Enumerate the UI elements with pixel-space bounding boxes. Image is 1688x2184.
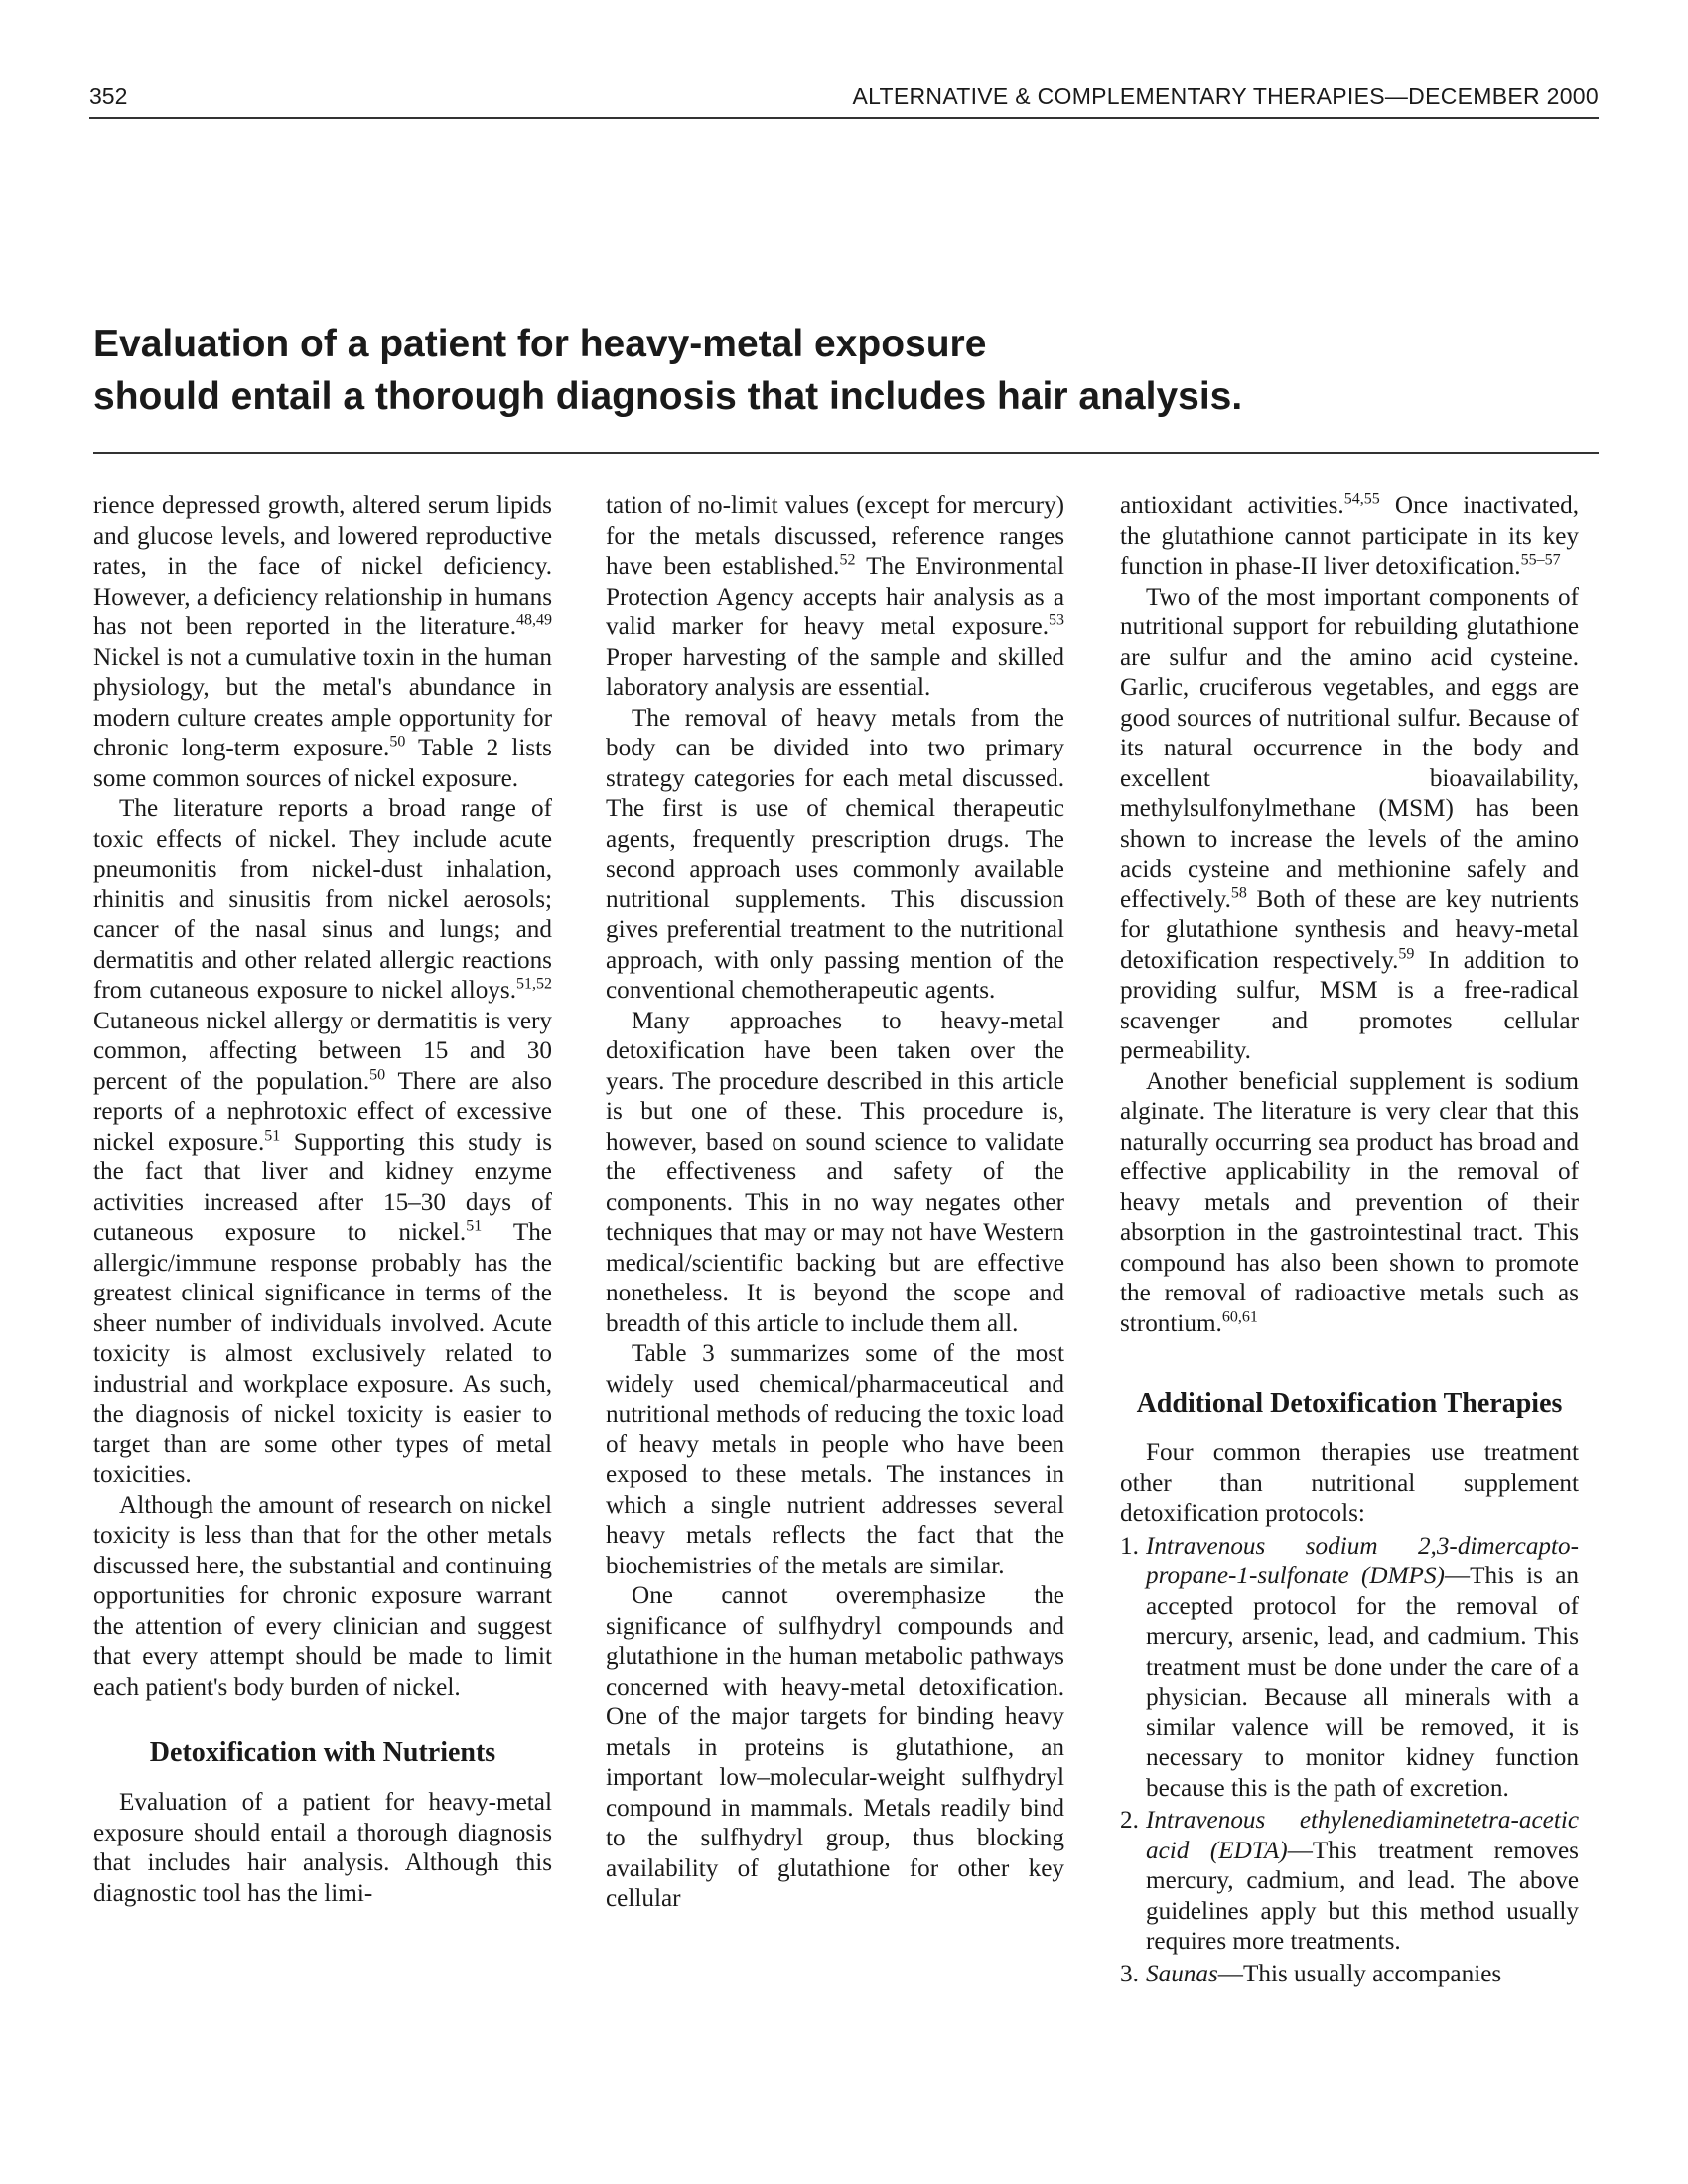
paragraph: The literature reports a broad range of toxic effects of nickel. They include acute pneumonitis from nickel-dust inhalation, rhinitis and sinusitis from nickel aerosols; cancer of the nasal sinus and lungs; and dermatitis and other related allergic reactions from cutaneous exposure to nickel alloys.$^{51,52}$ Cutaneous nickel allergy or dermatitis is very common, affecting between 15 and 30 percent of the population.$^{50}$ There are also reports of a nephrotoxic effect of excessive nickel exposure.$^{51}$ Supporting this study is the fact that liver and kidney enzyme activities increased after 15–30 days of cutaneous exposure to nickel.$^{51}$ The allergic/immune response probably has the greatest clinical significance in terms of the sheer number of individuals involved. Acute toxicity is almost exclusively related to industrial and workplace exposure. As such, the diagnosis of nickel toxicity is easier to target than are some other types of metal toxicities. [93,795,552,1488]
therapy-list [1120,1532,1579,1990]
list-item: 3. Saunas—This usually accompanies [1120,1960,1502,1987]
paragraph: Evaluation of a patient for heavy-metal exposure should entail a thorough diagnosis that includes hair analysis. Although this diagnostic tool has the limi- [93,1789,552,1907]
paragraph: tation of no-limit values (except for mercury) for the metals discussed, reference ranges have been established.$^{52}$ The Environmental Protection Agency accepts hair analysis as a valid marker for heavy metal exposure.$^{53}$ Proper harvesting of the sample and skilled laboratory analysis are essential. [606,492,1064,701]
paragraph: One cannot overemphasize the significance of sulfhydryl compounds and glutathione in the human metabolic pathways concerned with heavy-metal detoxification. One of the major targets for binding heavy metals in proteins is glutathione, an important low–molecular-weight sulfhydryl compound in mammals. Metals readily bind to the sulfhydryl group, thus blocking availability of glutathione for other key cellular [606,1582,1064,1912]
list-item: 2. Intravenous ethylenediaminetetra-acetic acid (EDTA)—This treatment removes mercury, cadmium, and lead. The above guidelines apply but this method usually requires more treatments. [1120,1807,1579,1955]
column-2 [606,491,1064,2119]
section-heading: Additional Detoxification Therapies [1136,1388,1563,1419]
pull-quote-rule [93,452,1599,454]
running-header [89,77,1599,119]
paragraph: The removal of heavy metals from the body can be divided into two primary strategy categories for each metal discussed. The first is use of chemical therapeutic agents, frequently prescription drugs. The second approach uses commonly available nutritional supplements. This discussion gives preferential treatment to the nutritional approach, with only passing mention of the conventional chemotherapeutic agents. [606,704,1064,1004]
paragraph: Two of the most important components of nutritional support for rebuilding glutathione are sulfur and the amino acid cysteine. Garlic, cruciferous vegetables, and eggs are good sources of nutritional sulfur. Because of its natural occurrence in the body and excellent bioavailability, methylsulfonylmethane (MSM) has been shown to increase the levels of the amino acids cysteine and methionine safely and effectively.$^{58}$ Both of these are key nutrients for glutathione synthesis and heavy-metal detoxification respectively.$^{59}$ In addition to providing sulfur, MSM is a free-radical scavenger and promotes cellular permeability. [1120,583,1579,1064]
column-3 [1120,491,1579,2119]
section-heading: Detoxification with Nutrients [149,1737,496,1768]
journal-title: ALTERNATIVE & COMPLEMENTARY THERAPIES—DECEMBER 2000 [852,83,1599,109]
paragraph: Although the amount of research on nickel toxicity is less than that for the other metals discussed here, the substantial and continuing opportunities for chronic exposure warrant the attention of every clinician and suggest that every attempt should be made to limit each patient's body burden of nickel. [93,1491,552,1701]
column-1 [93,491,552,2119]
paragraph: Four common therapies use treatment other than nutritional supplement detoxification protocols: [1120,1439,1579,1527]
pull-quote [93,318,1599,423]
page-number: 352 [89,83,128,109]
paragraph: Table 3 summarizes some of the most widely used chemical/pharmaceutical and nutritional methods of reducing the toxic load of heavy metals in people who have been exposed to these metals. The instances in which a single nutrient addresses several heavy metals reflects the fact that the biochemistries of the metals are similar. [606,1340,1064,1579]
pull-quote-line-1: Evaluation of a patient for heavy-metal exposure [93,323,987,365]
paragraph: Another beneficial supplement is sodium alginate. The literature is very clear that this naturally occurring sea product has broad and effective applicability in the removal of heavy metals and prevention of their absorption in the gastrointestinal tract. This compound has also been shown to promote the removal of radioactive metals such as strontium.$^{60,61}$ [1120,1067,1579,1337]
list-item: 1. Intravenous sodium 2,3-dimercapto-propane-1-sulfonate (DMPS)—This is an accepted protocol for the removal of mercury, arsenic, lead, and cadmium. This treatment must be done under the care of a physician. Because all minerals with a similar valence will be removed, it is necessary to monitor kidney function because this is the path of excretion. [1120,1532,1579,1802]
paragraph: antioxidant activities.$^{54,55}$ Once inactivated, the glutathione cannot participate in its key function in phase-II liver detoxification.$^{55-57}$ [1120,491,1579,580]
paragraph: rience depressed growth, altered serum lipids and glucose levels, and lowered reproductive rates, in the face of nickel deficiency. However, a deficiency relationship in humans has not been reported in the literature.$^{48,49}$ Nickel is not a cumulative toxin in the human physiology, but the metal's abundance in modern culture creates ample opportunity for chronic long-term exposure.$^{50}$ Table 2 lists some common sources of nickel exposure. [93,492,552,792]
paragraph: Many approaches to heavy-metal detoxification have been taken over the years. The procedure described in this article is but one of these. This procedure is, however, based on sound science to validate the effectiveness and safety of the components. This in no way negates other techniques that may or may not have Western medical/scientific backing but are effective nonetheless. It is beyond the scope and breadth of this article to include them all. [606,1007,1064,1337]
pull-quote-line-2: should entail a thorough diagnosis that includes hair analysis. [93,375,1243,418]
